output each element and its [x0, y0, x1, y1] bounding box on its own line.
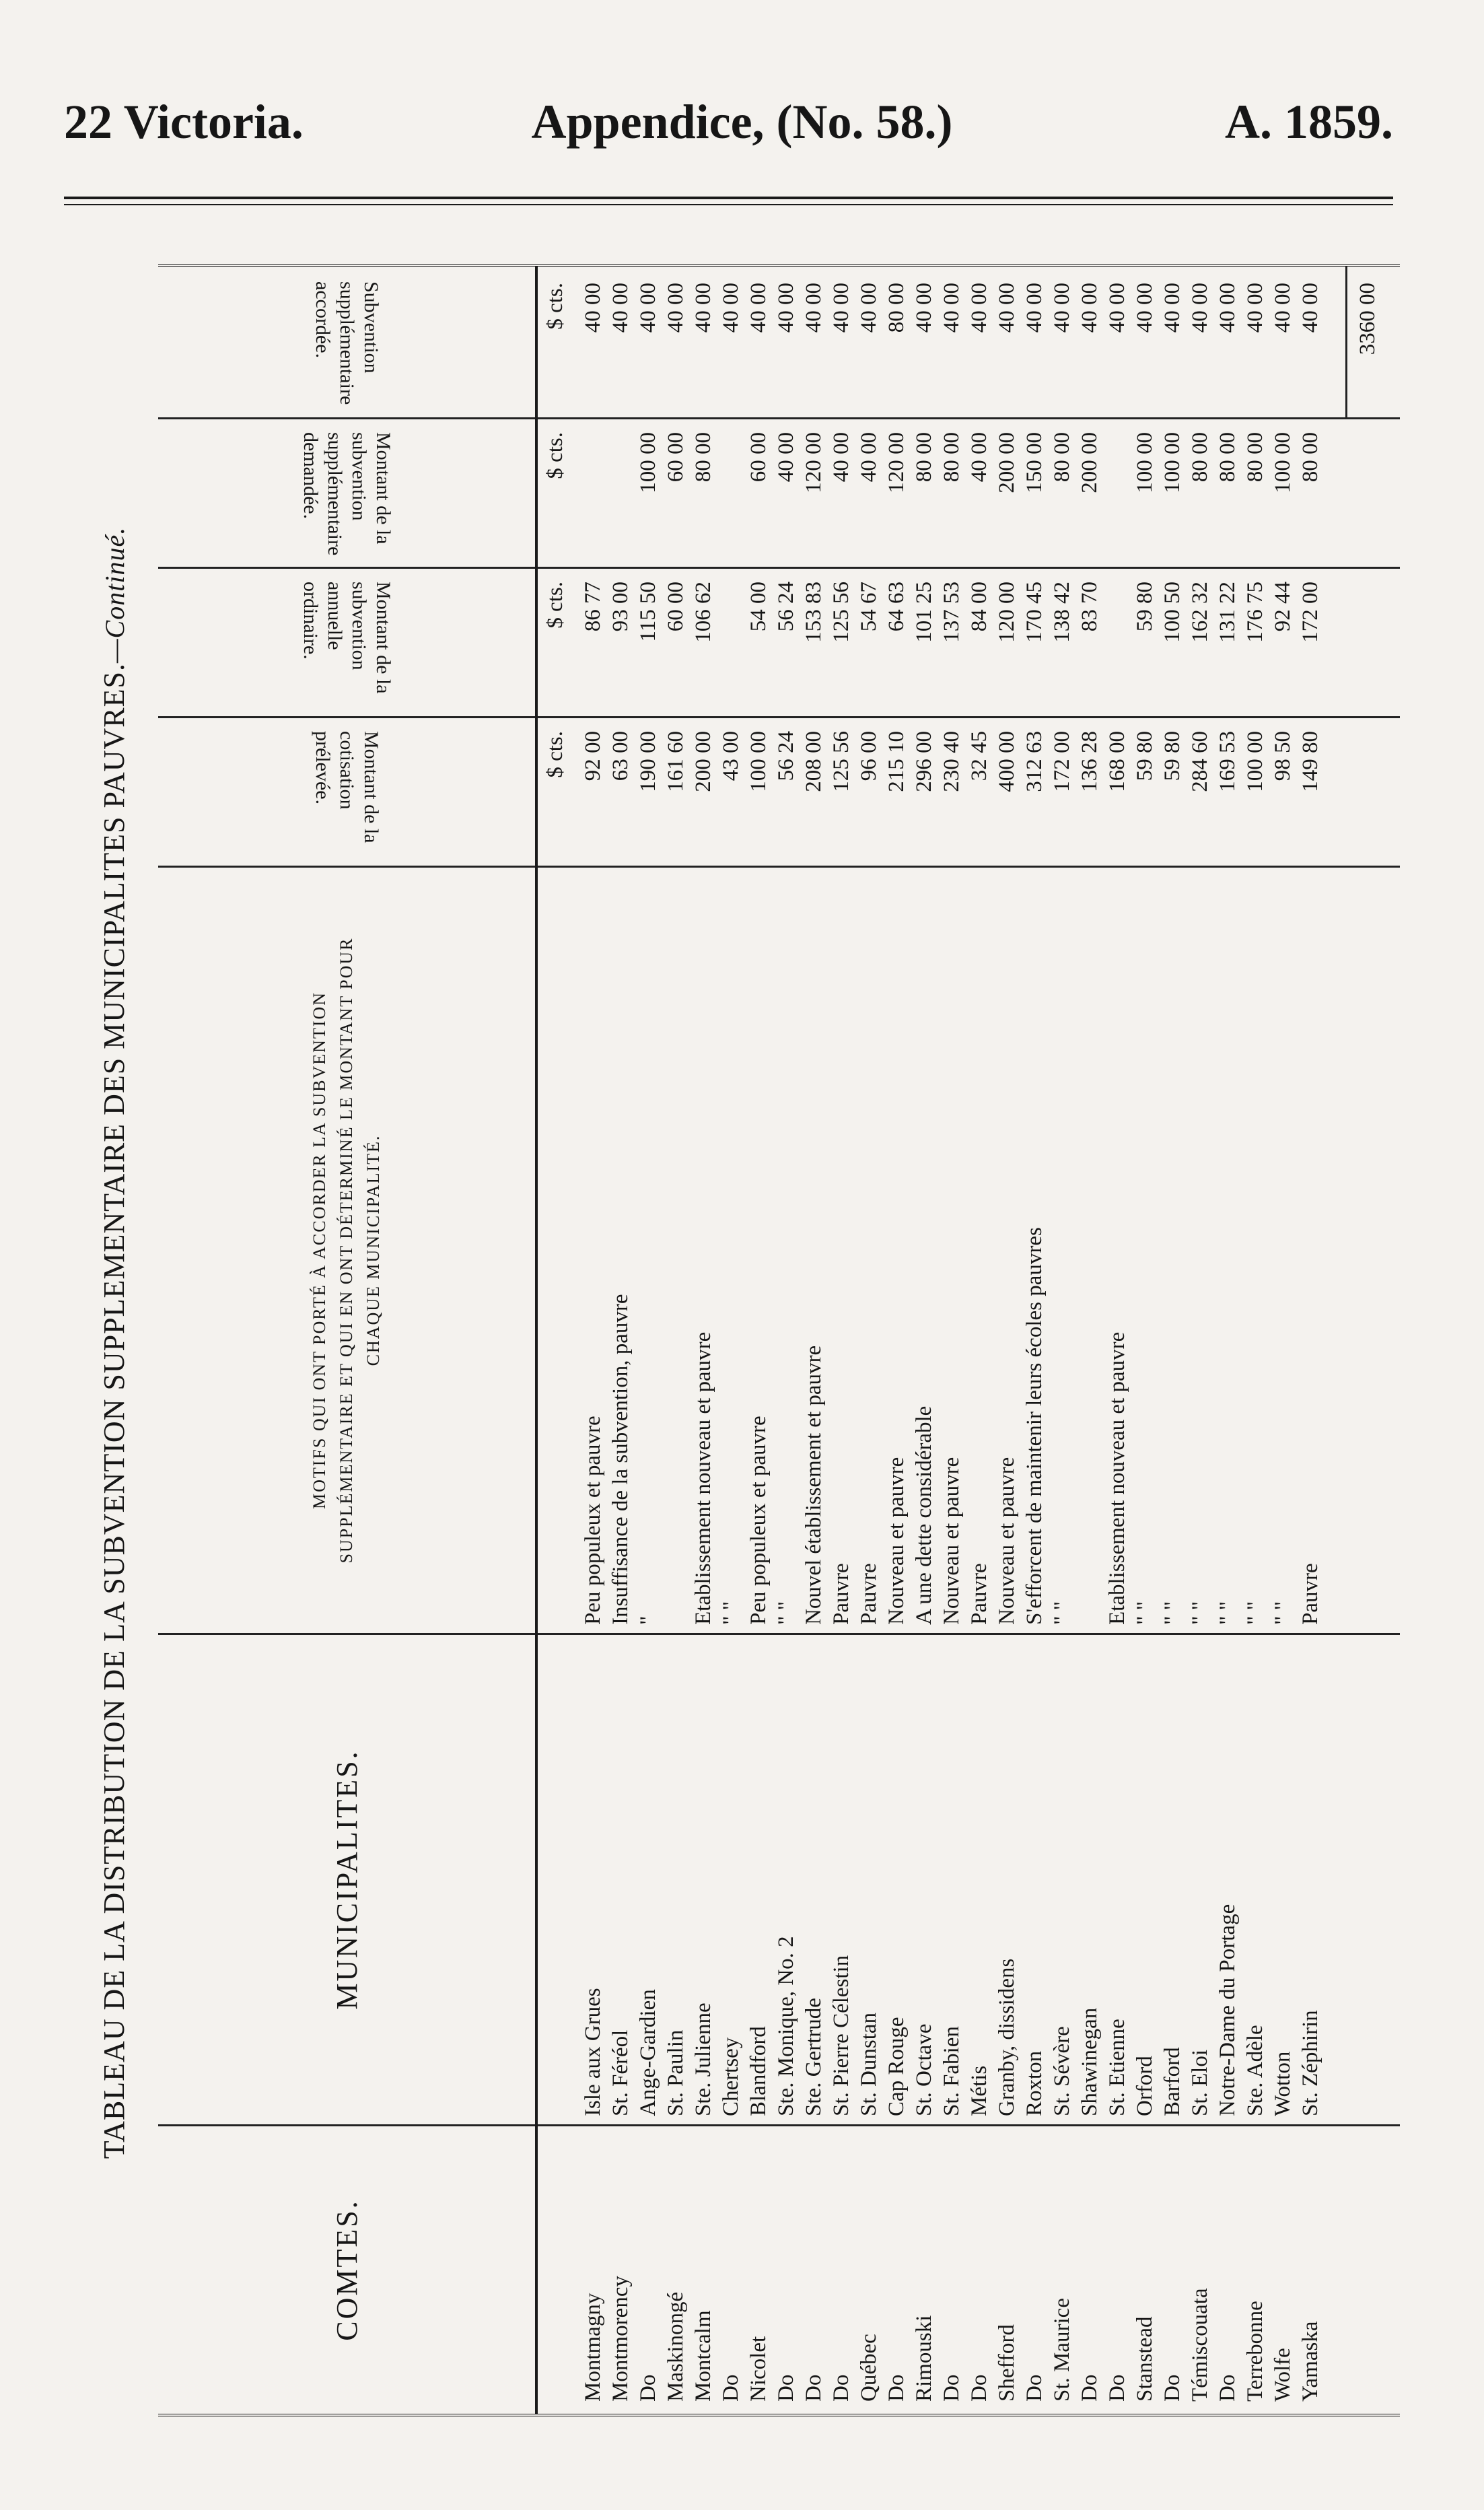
cell-accordee: 40 00 [608, 283, 633, 333]
cell-accordee: 40 00 [940, 283, 964, 333]
cell-municipalite: Granby, dissidens [995, 1958, 1019, 2116]
cell-comte: Do [1160, 2374, 1185, 2402]
cell-comte: Do [1022, 2374, 1047, 2402]
cell-motif: " " [1271, 1601, 1295, 1625]
cell-motif: " " [1243, 1601, 1267, 1625]
cell-supplementaire: 120 00 [802, 432, 826, 493]
cell-cotisation: 149 80 [1298, 731, 1322, 792]
column-header-motifs [158, 866, 535, 1633]
table-row [607, 267, 634, 2414]
cell-municipalite: St. Sévère [1050, 2026, 1074, 2116]
cell-cotisation: 230 40 [940, 731, 964, 792]
column-header-comtes-text: COMTES. [330, 2199, 363, 2341]
cell-annuelle: 106 62 [691, 582, 715, 643]
cell-accordee: 40 00 [664, 283, 688, 333]
cell-municipalite: Métis [967, 2065, 991, 2116]
cell-supplementaire: 100 00 [636, 432, 660, 493]
cell-accordee: 40 00 [1271, 283, 1295, 333]
cell-motif: Nouveau et pauvre [940, 1457, 964, 1625]
cell-motif: Etablissement nouveau et pauvre [691, 1331, 715, 1625]
table-row [938, 267, 965, 2414]
cell-motif: Insuffisance de la subvention, pauvre [608, 1294, 633, 1625]
cell-annuelle [1104, 582, 1131, 716]
cell-municipalite: Wotton [1271, 2051, 1295, 2116]
cell-comte: Montmorency [608, 2276, 633, 2402]
table-caption-text: TABLEAU DE LA DISTRIBUTION DE LA SUBVENTION SUPPLEMENTAIRE DES MUNICIPALITES PAUVRES. [98, 663, 131, 2159]
cell-annuelle: 125 56 [829, 582, 853, 643]
cell-annuelle: 59 80 [1133, 582, 1157, 632]
table-row [635, 267, 662, 2414]
cell-comte: Do [802, 2374, 826, 2402]
cell-municipalite: Ste. Gertrude [802, 1998, 826, 2116]
cell-comte: Do [636, 2374, 660, 2402]
cell-cotisation: 63 00 [608, 731, 633, 781]
column-header-supplementaire [158, 417, 535, 567]
cell-supplementaire: 80 00 [1215, 432, 1240, 483]
cell-annuelle: 92 44 [1271, 582, 1295, 632]
cell-cotisation: 296 00 [912, 731, 936, 792]
cell-annuelle: 172 00 [1298, 582, 1322, 643]
cell-comte: Nicolet [746, 2336, 771, 2402]
cell-motif [662, 872, 689, 1625]
cell-annuelle: 100 50 [1160, 582, 1185, 643]
cell-supplementaire: 100 00 [1271, 432, 1295, 493]
cell-motif: Nouveau et pauvre [995, 1457, 1019, 1625]
cell-municipalite: Chertsey [719, 2037, 743, 2116]
cell-annuelle: 115 50 [636, 582, 660, 642]
cell-accordee: 40 00 [1077, 283, 1102, 333]
column-header-supplementaire-text: Montant de la subvention supplémentaire demandée. [299, 432, 394, 556]
cell-annuelle: 54 67 [857, 582, 881, 632]
cell-municipalite: Barford [1160, 2047, 1185, 2116]
cell-supplementaire: 40 00 [857, 432, 881, 483]
cell-comte: Témiscouata [1188, 2288, 1212, 2402]
cell-cotisation: 125 56 [829, 731, 853, 792]
cell-motif: Nouvel établissement et pauvre [802, 1345, 826, 1625]
cell-annuelle: 86 77 [581, 582, 605, 632]
table-row [662, 267, 689, 2414]
cell-accordee: 80 00 [884, 283, 909, 333]
table-row [1076, 267, 1103, 2414]
cell-annuelle: 101 25 [912, 582, 936, 643]
cell-accordee: 40 00 [1298, 283, 1322, 333]
cell-annuelle: 83 70 [1077, 582, 1102, 632]
cell-accordee: 40 00 [1105, 283, 1129, 333]
column-header-municipalites [158, 1633, 535, 2124]
cell-supplementaire: 80 00 [1298, 432, 1322, 483]
unit-accordee: $ cts. [543, 283, 567, 330]
cell-comte: Québec [857, 2334, 881, 2402]
cell-supplementaire: 40 00 [829, 432, 853, 483]
cell-supplementaire: 60 00 [664, 432, 688, 483]
cell-cotisation: 100 00 [746, 731, 771, 792]
page-header-session: 22 Victoria. [64, 95, 304, 149]
cell-cotisation: 59 80 [1160, 731, 1185, 781]
table-row [1131, 267, 1158, 2414]
column-header-cotisation [158, 716, 535, 866]
cell-accordee: 40 00 [1022, 283, 1047, 333]
cell-comte: St. Maurice [1050, 2298, 1074, 2402]
cell-annuelle: 93 00 [608, 582, 633, 632]
cell-motif: " " [1215, 1601, 1240, 1625]
cell-municipalite: Blandford [746, 2026, 771, 2116]
cell-accordee: 40 00 [1050, 283, 1074, 333]
cell-supplementaire: 80 00 [1243, 432, 1267, 483]
cell-cotisation: 56 24 [774, 731, 798, 781]
cell-accordee: 40 00 [802, 283, 826, 333]
cell-accordee: 40 00 [1160, 283, 1185, 333]
column-header-annuelle [158, 567, 535, 716]
table-row [1242, 267, 1269, 2414]
cell-accordee: 40 00 [636, 283, 660, 333]
cell-annuelle: 56 24 [774, 582, 798, 632]
cell-motif: Peu populeux et pauvre [581, 1416, 605, 1625]
cell-cotisation: 312 63 [1022, 731, 1047, 792]
table-row [800, 267, 827, 2414]
column-header-municipalites-text: MUNICIPALITES. [330, 1749, 363, 2010]
cell-comte: Do [1105, 2374, 1129, 2402]
cell-accordee: 40 00 [1243, 283, 1267, 333]
cell-motif: " " [1133, 1601, 1157, 1625]
cell-accordee: 40 00 [857, 283, 881, 333]
cell-motif: " [636, 1615, 660, 1625]
cell-comte: Terrebonne [1243, 2301, 1267, 2402]
cell-supplementaire: 80 00 [940, 432, 964, 483]
cell-municipalite: Ste. Julienne [691, 2002, 715, 2116]
cell-supplementaire: 100 00 [1160, 432, 1185, 493]
cell-municipalite: Notre-Dame du Portage [1215, 1904, 1240, 2116]
cell-supplementaire: 80 00 [1188, 432, 1212, 483]
column-header-motifs-text: MOTIFS QUI ONT PORTÉ À ACCORDER LA SUBVENTION SUPPLÉMENTAIRE ET QUI EN ONT DÉTERMINÉ LE MONTANT POUR CHAQUE MUNICIPALITÉ. [310, 937, 383, 1564]
cell-motif: " " [1050, 1601, 1074, 1625]
table-caption [81, 269, 148, 2416]
cell-cotisation: 215 10 [884, 731, 909, 792]
cell-cotisation: 100 00 [1243, 731, 1267, 792]
cell-comte: Do [719, 2374, 743, 2402]
cell-supplementaire: 200 00 [1077, 432, 1102, 493]
cell-motif: S'efforcent de maintenir leurs écoles pauvres [1022, 1227, 1047, 1625]
cell-motif: Peu populeux et pauvre [746, 1416, 771, 1625]
cell-motif: " " [1188, 1601, 1212, 1625]
cell-annuelle: 162 32 [1188, 582, 1212, 643]
cell-municipalite: St. Paulin [664, 2029, 688, 2116]
cell-accordee: 40 00 [829, 283, 853, 333]
page-header-appendix: Appendice, (No. 58.) [531, 95, 953, 149]
cell-accordee: 40 00 [995, 283, 1019, 333]
rotated-table-region [81, 269, 1400, 2416]
table-row [1159, 267, 1186, 2414]
cell-annuelle: 170 45 [1022, 582, 1047, 643]
cell-comte: Rimouski [912, 2315, 936, 2402]
cell-supplementaire: 200 00 [995, 432, 1019, 493]
cell-municipalite: Cap Rouge [884, 2017, 909, 2116]
table-row [1297, 267, 1324, 2414]
cell-annuelle: 64 63 [884, 582, 909, 632]
cell-municipalite: St. Octave [912, 2023, 936, 2116]
cell-accordee: 40 00 [719, 283, 743, 333]
column-header-accordee [158, 267, 535, 417]
table-row [579, 267, 606, 2414]
cell-cotisation: 136 28 [1077, 731, 1102, 792]
cell-motif: Pauvre [1298, 1563, 1322, 1625]
cell-motif: A une dette considérable [912, 1405, 936, 1625]
table-row [1104, 267, 1131, 2414]
cell-annuelle: 60 00 [664, 582, 688, 632]
cell-accordee: 40 00 [746, 283, 771, 333]
table-body [538, 267, 1400, 2414]
cell-annuelle: 84 00 [967, 582, 991, 632]
cell-municipalite: St. Pierre Célestin [829, 1955, 853, 2116]
cell-comte: Do [774, 2374, 798, 2402]
unit-supplementaire: $ cts. [543, 432, 567, 479]
cell-cotisation: 59 80 [1133, 731, 1157, 781]
cell-municipalite: St. Zéphirin [1298, 2010, 1322, 2116]
cell-cotisation: 200 00 [691, 731, 715, 792]
table-row [993, 267, 1020, 2414]
table-row [828, 267, 855, 2414]
cell-supplementaire [717, 432, 744, 567]
cell-supplementaire: 40 00 [774, 432, 798, 483]
cell-motif [1076, 872, 1103, 1625]
cell-comte: Do [1077, 2374, 1102, 2402]
cell-supplementaire: 80 00 [1050, 432, 1074, 483]
cell-supplementaire [1104, 432, 1131, 567]
cell-municipalite: St. Etienne [1105, 2019, 1129, 2116]
cell-comte: Wolfe [1271, 2348, 1295, 2402]
cell-accordee: 40 00 [1133, 283, 1157, 333]
cell-supplementaire: 120 00 [884, 432, 909, 493]
table-row [1187, 267, 1213, 2414]
cell-cotisation: 284 60 [1188, 731, 1212, 792]
cell-supplementaire [579, 432, 606, 567]
column-header-annuelle-text: Montant de la subvention annuelle ordinaire. [299, 582, 394, 695]
cell-municipalite: Ste. Monique, No. 2 [774, 1936, 798, 2116]
column-header-accordee-text: Subvention supplémentaire accordée. [312, 281, 382, 405]
cell-motif: " " [774, 1601, 798, 1625]
cell-accordee: 40 00 [581, 283, 605, 333]
distribution-table [158, 264, 1400, 2416]
cell-cotisation: 98 50 [1271, 731, 1295, 781]
table-row [773, 267, 800, 2414]
cell-comte: Maskinongé [664, 2291, 688, 2402]
unit-annuelle: $ cts. [543, 582, 567, 629]
page-header-year: A. 1859. [1225, 95, 1393, 149]
cell-motif: Etablissement nouveau et pauvre [1105, 1331, 1129, 1625]
cell-motif: Pauvre [857, 1563, 881, 1625]
cell-accordee: 40 00 [1188, 283, 1212, 333]
cell-supplementaire: 80 00 [691, 432, 715, 483]
cell-accordee: 40 00 [912, 283, 936, 333]
total-row [1345, 267, 1394, 417]
cell-supplementaire: 100 00 [1133, 432, 1157, 493]
cell-municipalite: St. Féréol [608, 2029, 633, 2116]
cell-annuelle [717, 582, 744, 716]
cell-comte: Do [1215, 2374, 1240, 2402]
cell-municipalite: Shawinegan [1077, 2007, 1102, 2116]
cell-annuelle: 131 22 [1215, 582, 1240, 643]
cell-cotisation: 208 00 [802, 731, 826, 792]
cell-comte: Stanstead [1133, 2316, 1157, 2402]
cell-cotisation: 161 60 [664, 731, 688, 792]
cell-cotisation: 168 00 [1105, 731, 1129, 792]
cell-cotisation: 169 53 [1215, 731, 1240, 792]
cell-motif: " " [1160, 1601, 1185, 1625]
cell-comte: Montcalm [691, 2310, 715, 2402]
table-row [1049, 267, 1075, 2414]
cell-supplementaire: 60 00 [746, 432, 771, 483]
cell-municipalite: Ste. Adèle [1243, 2025, 1267, 2116]
cell-municipalite: Isle aux Grues [581, 1988, 605, 2116]
table-row [745, 267, 772, 2414]
cell-accordee: 40 00 [1215, 283, 1240, 333]
cell-supplementaire: 150 00 [1022, 432, 1047, 493]
cell-annuelle: 138 42 [1050, 582, 1074, 643]
cell-accordee: 40 00 [691, 283, 715, 333]
cell-supplementaire: 80 00 [912, 432, 936, 483]
cell-municipalite: St. Dunstan [857, 2012, 881, 2116]
cell-cotisation: 32 45 [967, 731, 991, 781]
table-row [855, 267, 882, 2414]
cell-comte: Do [829, 2374, 853, 2402]
cell-comte: Shefford [995, 2324, 1019, 2402]
cell-comte: Montmagny [581, 2293, 605, 2402]
column-header-cotisation-text: Montant de la cotisation prélevée. [312, 731, 382, 844]
cell-accordee: 40 00 [774, 283, 798, 333]
cell-municipalite: St. Fabien [940, 2026, 964, 2116]
cell-comte: Yamaska [1298, 2321, 1322, 2402]
cell-annuelle: 54 00 [746, 582, 771, 632]
cell-cotisation: 43 00 [719, 731, 743, 781]
table-caption-suffix: —Continué. [100, 526, 130, 664]
header-rule-top [64, 197, 1393, 199]
table-row [717, 267, 744, 2414]
cell-cotisation: 400 00 [995, 731, 1019, 792]
cell-motif: " " [719, 1601, 743, 1625]
table-row [690, 267, 717, 2414]
cell-annuelle: 137 53 [940, 582, 964, 643]
table-row [966, 267, 993, 2414]
cell-annuelle: 120 00 [995, 582, 1019, 643]
cell-municipalite: Ange-Gardien [636, 1989, 660, 2116]
cell-motif: Nouveau et pauvre [884, 1457, 909, 1625]
header-rule-bottom [64, 204, 1393, 205]
cell-supplementaire: 40 00 [967, 432, 991, 483]
table-row [883, 267, 910, 2414]
cell-cotisation: 190 00 [636, 731, 660, 792]
cell-accordee: 40 00 [967, 283, 991, 333]
table-row [1214, 267, 1241, 2414]
cell-municipalite: St. Eloi [1188, 2049, 1212, 2116]
cell-cotisation: 172 00 [1050, 731, 1074, 792]
cell-comte: Do [884, 2374, 909, 2402]
cell-supplementaire [607, 432, 634, 567]
table-row [1021, 267, 1048, 2414]
cell-motif: Pauvre [967, 1563, 991, 1625]
table-row [911, 267, 938, 2414]
cell-cotisation: 92 00 [581, 731, 605, 781]
column-header-comtes [158, 2124, 535, 2414]
cell-comte: Do [967, 2374, 991, 2402]
cell-annuelle: 153 83 [802, 582, 826, 643]
total-accordee: 3360 00 [1355, 283, 1380, 355]
cell-municipalite: Roxton [1022, 2050, 1047, 2116]
table-row [1269, 267, 1296, 2414]
cell-motif: Pauvre [829, 1563, 853, 1625]
cell-annuelle: 176 75 [1243, 582, 1267, 643]
cell-cotisation: 96 00 [857, 731, 881, 781]
unit-cotisation: $ cts. [543, 731, 567, 778]
cell-municipalite: Orford [1133, 2056, 1157, 2116]
cell-comte: Do [940, 2374, 964, 2402]
